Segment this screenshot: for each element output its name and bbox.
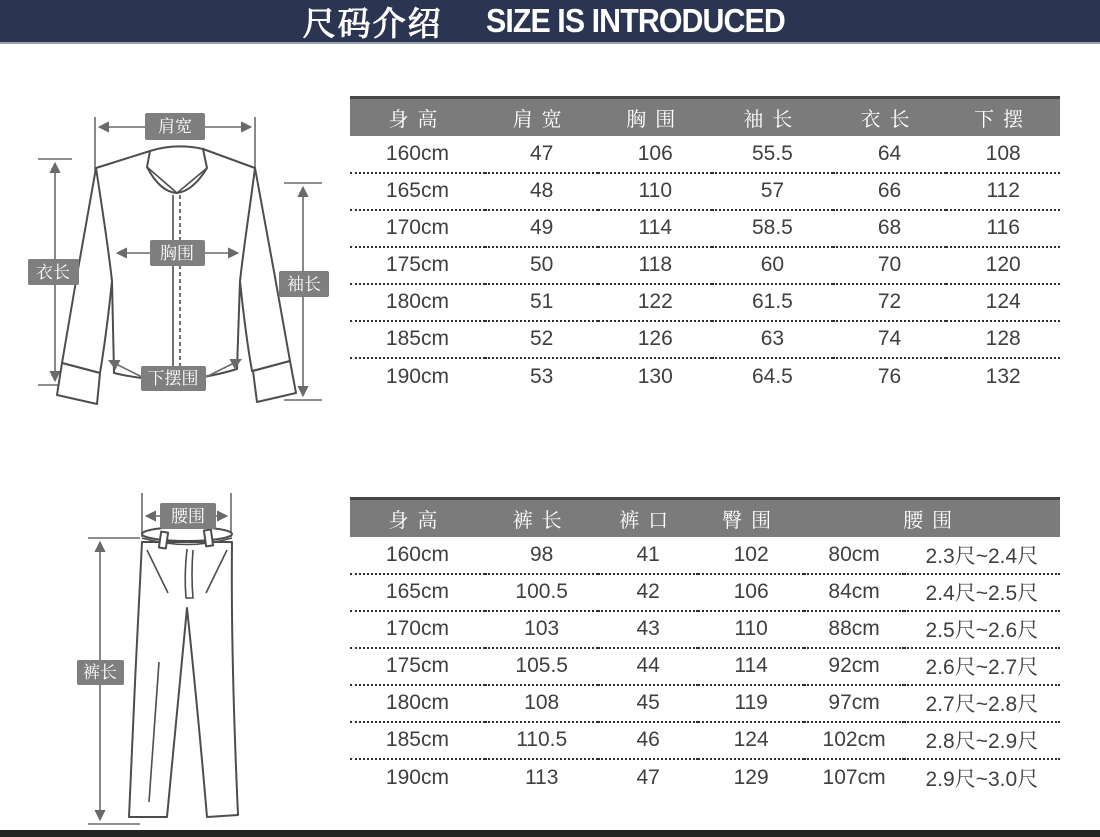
table-cell: 2.9尺~3.0尺: [925, 767, 1039, 791]
table-cell: 110: [698, 611, 805, 648]
table-cell: 80cm: [804, 537, 903, 574]
table-cell: 47: [485, 136, 599, 173]
table-cell: 180cm: [350, 284, 485, 321]
svg-text:腰围: 腰围: [171, 507, 205, 526]
table-cell: 2.5尺~2.6尺: [904, 611, 1060, 648]
table-cell: 97cm: [804, 685, 903, 722]
table-row: [350, 247, 1060, 284]
hem-label: [141, 366, 206, 391]
table-cell: 114: [598, 210, 712, 247]
pants-col-hip: 臀围: [698, 499, 805, 537]
pants-col-height: 身高: [350, 499, 485, 537]
waist-label: [160, 503, 216, 529]
pants-size-table: [350, 497, 1060, 796]
table-cell: 48: [485, 173, 599, 210]
chest-label: [150, 240, 205, 266]
table-cell: 170cm: [350, 210, 485, 247]
table-cell: 46: [598, 722, 697, 759]
shirt-col-hem: 下摆: [946, 98, 1060, 136]
table-row: [350, 173, 1060, 210]
table-cell: 110: [598, 173, 712, 210]
table-cell: 124: [946, 284, 1060, 321]
table-cell: 106: [698, 574, 805, 611]
table-cell: 102cm: [804, 722, 903, 759]
table-row: [350, 611, 1060, 648]
table-cell: 2.3尺~2.4尺: [904, 537, 1060, 574]
shirt-size-table: [350, 96, 1060, 395]
body-length-label: [28, 259, 79, 285]
table-cell: 76: [877, 364, 902, 388]
table-cell: 72: [833, 284, 947, 321]
svg-text:胸围: 胸围: [160, 244, 194, 263]
table-cell: 66: [833, 173, 947, 210]
table-cell: 175cm: [350, 648, 485, 685]
svg-text:裤长: 裤长: [83, 663, 117, 682]
shirt-diagram: [0, 55, 350, 450]
table-cell: 100.5: [485, 574, 599, 611]
table-row: [350, 537, 1060, 574]
table-cell: 2.6尺~2.7尺: [904, 648, 1060, 685]
table-cell: 116: [946, 210, 1060, 247]
table-cell: 64: [833, 136, 947, 173]
svg-text:袖长: 袖长: [287, 275, 321, 294]
table-cell: 53: [530, 364, 554, 388]
table-cell: 49: [485, 210, 599, 247]
table-cell: 118: [598, 247, 712, 284]
table-cell: 106: [598, 136, 712, 173]
pants-col-waist: 腰围: [804, 499, 1060, 537]
table-cell: 51: [485, 284, 599, 321]
table-cell: 180cm: [350, 685, 485, 722]
table-cell: 42: [598, 574, 697, 611]
table-cell: 107cm: [822, 765, 886, 789]
table-cell: 132: [985, 364, 1021, 388]
table-cell: 190cm: [385, 765, 449, 789]
svg-text:衣长: 衣长: [36, 263, 70, 282]
table-cell: 108: [485, 685, 599, 722]
table-cell: 74: [833, 321, 947, 358]
table-row: [350, 136, 1060, 173]
table-cell: 61.5: [712, 284, 833, 321]
table-cell: 128: [946, 321, 1060, 358]
table-cell: 102: [698, 537, 805, 574]
svg-text:下摆围: 下摆围: [147, 369, 199, 388]
pants-col-leg-opening: 裤口: [598, 499, 697, 537]
pants-col-length: 裤长: [485, 499, 599, 537]
table-cell: 113: [524, 765, 559, 789]
table-cell: 190cm: [385, 364, 449, 388]
table-cell: 105.5: [485, 648, 599, 685]
table-cell: 45: [598, 685, 697, 722]
table-row: [350, 210, 1060, 247]
banner: [0, 0, 1100, 44]
table-row: [350, 685, 1060, 722]
table-cell: 63: [712, 321, 833, 358]
table-cell: 92cm: [804, 648, 903, 685]
table-cell: 160cm: [350, 537, 485, 574]
pants-length-label: [77, 660, 124, 685]
table-row: [350, 722, 1060, 759]
shirt-col-chest: 胸围: [598, 98, 712, 136]
pants-table-header-row: [350, 499, 1060, 537]
table-row: [350, 284, 1060, 321]
table-cell: 124: [698, 722, 805, 759]
table-cell: 185cm: [350, 321, 485, 358]
shirt-col-sleeve: 袖长: [712, 98, 833, 136]
table-cell: 108: [946, 136, 1060, 173]
table-cell: 98: [485, 537, 599, 574]
table-row: [350, 648, 1060, 685]
table-cell: 110.5: [485, 722, 599, 759]
table-cell: 58.5: [712, 210, 833, 247]
table-cell: 122: [598, 284, 712, 321]
banner-title-english: SIZE IS INTRODUCED: [485, 2, 785, 39]
table-cell: 52: [485, 321, 599, 358]
bottom-divider-strip: [0, 830, 1100, 837]
pants-diagram: [0, 450, 350, 835]
table-row: [350, 759, 1060, 796]
table-cell: 119: [698, 685, 805, 722]
table-cell: 2.8尺~2.9尺: [904, 722, 1060, 759]
table-cell: 57: [712, 173, 833, 210]
banner-title-chinese: 尺码介绍: [302, 4, 443, 42]
table-cell: 114: [698, 648, 805, 685]
table-cell: 175cm: [350, 247, 485, 284]
table-cell: 165cm: [350, 173, 485, 210]
table-cell: 185cm: [350, 722, 485, 759]
table-cell: 165cm: [350, 574, 485, 611]
pants-drawing: [129, 527, 238, 817]
svg-text:肩宽: 肩宽: [158, 117, 192, 136]
table-cell: 47: [636, 765, 660, 789]
shirt-col-shoulder: 肩宽: [485, 98, 599, 136]
table-cell: 103: [485, 611, 599, 648]
table-cell: 70: [833, 247, 947, 284]
table-cell: 44: [598, 648, 697, 685]
table-cell: 43: [598, 611, 697, 648]
table-cell: 84cm: [804, 574, 903, 611]
table-cell: 170cm: [350, 611, 485, 648]
shirt-col-length: 衣长: [833, 98, 947, 136]
table-cell: 129: [733, 765, 769, 789]
table-row: [350, 574, 1060, 611]
shirt-table-header-row: [350, 98, 1060, 136]
table-cell: 88cm: [804, 611, 903, 648]
table-cell: 50: [485, 247, 599, 284]
table-cell: 126: [598, 321, 712, 358]
table-row: [350, 358, 1060, 395]
table-cell: 55.5: [712, 136, 833, 173]
shirt-drawing: [57, 146, 296, 404]
shoulder-width-label: [145, 113, 205, 140]
table-cell: 64.5: [751, 364, 793, 388]
table-cell: 2.7尺~2.8尺: [904, 685, 1060, 722]
table-cell: 2.4尺~2.5尺: [904, 574, 1060, 611]
table-cell: 41: [598, 537, 697, 574]
table-cell: 60: [712, 247, 833, 284]
shirt-col-height: 身高: [350, 98, 485, 136]
table-cell: 112: [946, 173, 1060, 210]
table-cell: 160cm: [350, 136, 485, 173]
table-cell: 130: [637, 364, 673, 388]
table-cell: 68: [833, 210, 947, 247]
sleeve-length-label: [279, 271, 329, 297]
table-cell: 120: [946, 247, 1060, 284]
table-row: [350, 321, 1060, 358]
